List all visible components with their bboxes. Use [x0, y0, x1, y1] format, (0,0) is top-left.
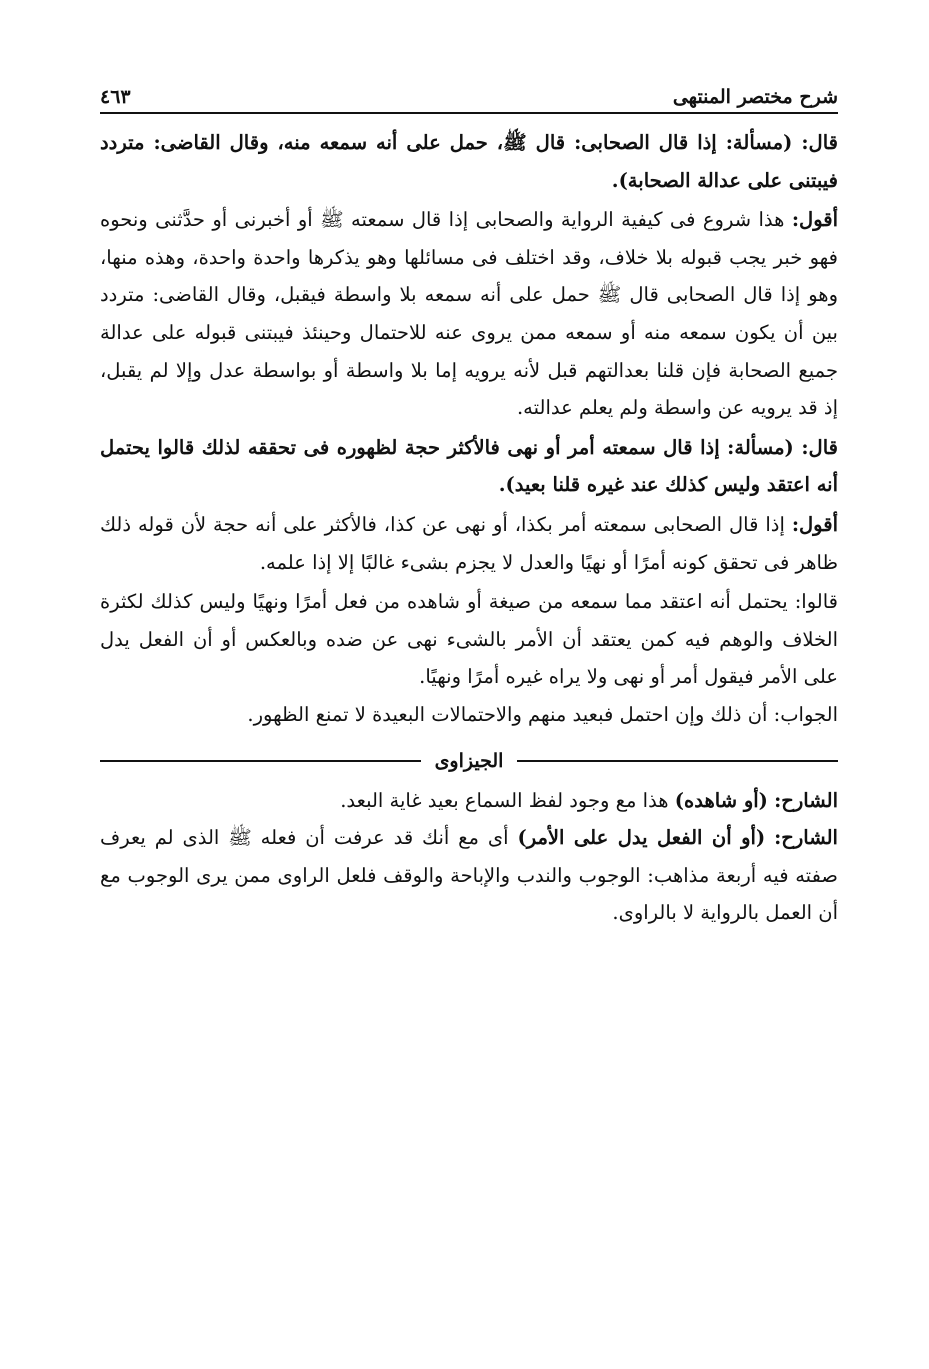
main-text — [100, 124, 838, 734]
quoted-phrase: (أو أن الفعل يدل على الأمر) — [517, 826, 766, 850]
lead-word: قال: — [801, 435, 838, 459]
sharh-paragraph-2 — [100, 506, 838, 581]
quoted-phrase: (أو شاهده) — [674, 788, 768, 812]
matn-paragraph-2 — [100, 429, 838, 504]
commentary-paragraph-1 — [100, 782, 838, 820]
paragraph-text: هذا مع وجود لفظ السماع بعيد غاية البعد. — [340, 788, 669, 812]
commentary-text — [100, 782, 838, 932]
separator-line — [100, 760, 421, 762]
header-rule — [100, 112, 838, 114]
paragraph-text: هذا شروع فى كيفية الرواية والصحابى إذا قال سمعته ﷺ أو أخبرنى أو حدَّثنى ونحوه فهو خبر يجب قبوله بلا خلاف، وقد اختلف فى مسائلها وهو يذكرها واحدة واحدة، وهذه منها، وهو إذا قال الصحابى قال ﷺ حمل على أنه سمعه بلا واسطة فيقبل، وقال القاضى: متردد بين أن يكون سمعه منه أو سمعه ممن يروى عنه للاحتمال وحينئذ فيبتنى قبوله على عدالة جميع الصحابة فإن قلنا بعدالتهم قبل لأنه يرويه إما بلا واسطة أو بواسطة عدل وإلا لم يقبل، إذ قد يرويه عن واسطة ولم يعلم عدالته. — [100, 208, 838, 420]
commentary-paragraph-2 — [100, 819, 838, 932]
sharh-paragraph-4 — [100, 696, 838, 734]
paragraph-text: (مسألة: إذا قال الصحابى: قال ﷺ، حمل على أنه سمعه منه، وقال القاضى: متردد فيبتنى على عدالة الصحابة). — [100, 131, 838, 192]
lead-word: قال: — [801, 131, 838, 154]
lead-word: الشارح: — [774, 826, 838, 850]
lead-word: أقول: — [791, 512, 838, 536]
paragraph-text: (مسألة: إذا قال سمعته أمر أو نهى فالأكثر حجة لظهوره فى تحققه لذلك قالوا يحتمل أنه اعتقد وليس كذلك عند غيره قلنا بعيد). — [100, 435, 838, 497]
paragraph-text: أى مع أنك قد عرفت أن فعله ﷺ الذى لم يعرف صفته فيه أربعة مذاهب: الوجوب والندب والإباحة والوقف فلعل الراوى ممن يرى الوجوب مع أن العمل بالرواية لا بالراوى. — [100, 826, 838, 925]
page-number: ٤٦٣ — [100, 86, 131, 108]
commentary-label: الجيزاوى — [434, 749, 504, 772]
paragraph-text: قالوا: يحتمل أنه اعتقد مما سمعه من صيغة أو شاهده من فعل أمرًا ونهيًا وليس كذلك لكثرة الخلاف والوهم فيه كمن يعتقد أن الأمر بالشىء نهى عن ضده وبالعكس أو أن الفعل يدل على الأمر فيقول أمر أو نهى ولا يراه غيره أمرًا ونهيًا. — [100, 590, 838, 689]
lead-word: الشارح: — [774, 788, 838, 812]
sharh-paragraph-3 — [100, 583, 838, 696]
running-title: شرح مختصر المنتهى — [672, 86, 838, 108]
page-header — [100, 78, 838, 108]
book-page — [100, 78, 838, 932]
separator-line — [517, 760, 838, 762]
sharh-paragraph-1 — [100, 201, 838, 427]
paragraph-text: إذا قال الصحابى سمعته أمر بكذا، أو نهى عن كذا، فالأكثر على أنه حجة لأن قوله ذلك ظاهر فى تحقق كونه أمرًا أو نهيًا والعدل لا يجزم بشىء غالبًا إلا إذا علمه. — [100, 512, 838, 574]
lead-word: أقول: — [791, 208, 839, 232]
matn-paragraph-1 — [100, 124, 838, 199]
commentary-separator — [100, 750, 838, 772]
paragraph-text: الجواب: أن ذلك وإن احتمل فبعيد منهم والاحتمالات البعيدة لا تمنع الظهور. — [247, 702, 838, 726]
